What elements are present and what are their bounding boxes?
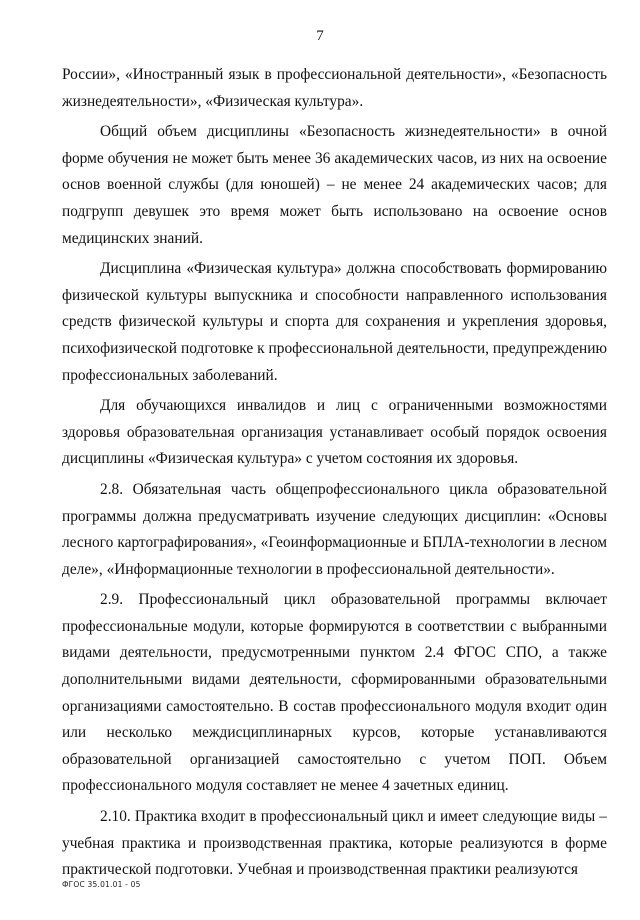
page-number: 7 [316, 28, 324, 44]
paragraph-section-2-8: 2.8. Обязательная часть общепрофессионального цикла образовательной программы должна предусматривать изучение следующих дисциплин: «Основы лесного картографирования», «Геоинформационные и БПЛА-технологии в лесном деле», «Информационные технологии в профессиональной деятельности». [62, 480, 607, 578]
paragraph-section-2-9: 2.9. Профессиональный цикл образовательной программы включает профессиональные модули, которые формируются в соответствии с выбранными видами деятельности, предусмотренными пунктом 2.4 ФГОС СПО, а также дополнительными видами деятельности, сформированными образовательными организациями самостоятельно. В состав профессионального модуля входит один или несколько междисциплинарных курсов, которые устанавливаются образовательной организацией самостоятельно с учетом ПОП. Объем профессионального модуля составляет не менее 4 зачетных единиц. [62, 591, 607, 795]
paragraph-continuation: России», «Иностранный язык в профессиональной деятельности», «Безопасность жизнедеятельности», «Физическая культура». [62, 66, 607, 110]
document-body [62, 62, 607, 888]
paragraph-physical-culture: Дисциплина «Физическая культура» должна способствовать формированию физической культуры выпускника и способности направленного использования средств физической культуры и спорта для сохранения и укрепления здоровья, психофизической подготовке к профессиональной деятельности, предупреждению профессиональных заболеваний. [62, 260, 607, 384]
paragraph-section-2-10: 2.10. Практика входит в профессиональный цикл и имеет следующие виды – учебная практика и производственная практика, которые реализуются в форме практической подготовки. Учебная и производственная практики реализуются [62, 808, 607, 879]
footer-doc-code: ФГОС 35.01.01 - 05 [62, 880, 141, 889]
paragraph-disabled-students: Для обучающихся инвалидов и лиц с ограниченными возможностями здоровья образовательная организация устанавливает особый порядок освоения дисциплины «Физическая культура» с учетом состояния их здоровья. [62, 397, 607, 468]
paragraph-bzh-volume: Общий объем дисциплины «Безопасность жизнедеятельности» в очной форме обучения не может быть менее 36 академических часов, из них на освоение основ военной службы (для юношей) – не менее 24 академических часов; для подгрупп девушек это время может быть использовано на освоение основ медицинских знаний. [62, 123, 607, 247]
